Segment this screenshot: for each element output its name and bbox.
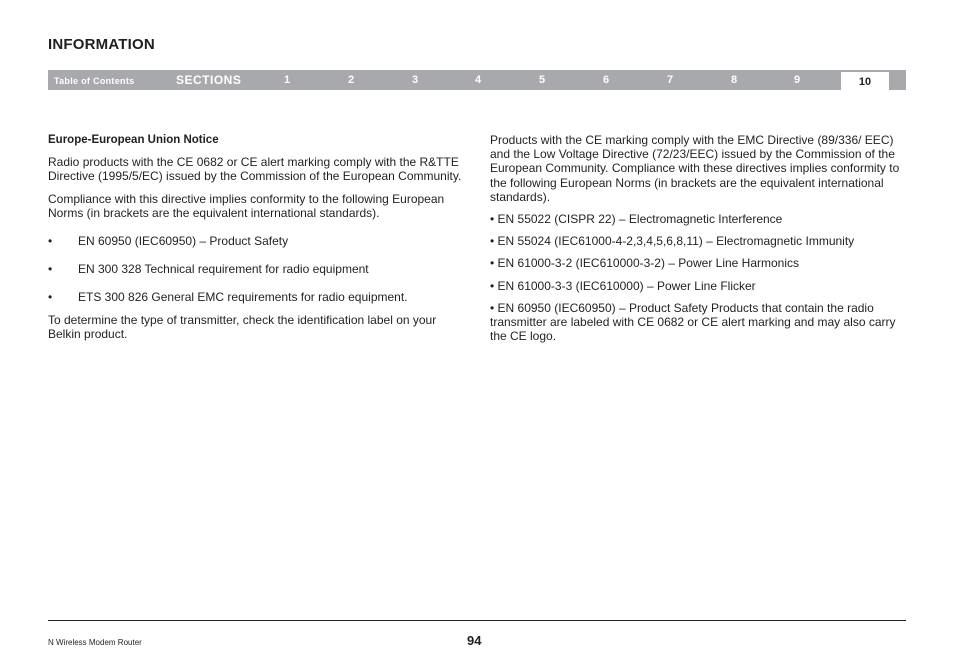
footer-divider	[48, 620, 906, 621]
bullet-icon: •	[48, 290, 53, 305]
section-link-5[interactable]: 5	[538, 74, 546, 86]
left-column	[48, 133, 466, 349]
list-item-text: EN 300 328 Technical requirement for radio equipment	[78, 262, 369, 277]
right-column	[490, 133, 906, 351]
section-link-7[interactable]: 7	[666, 74, 674, 86]
page-title: INFORMATION	[48, 36, 155, 53]
list-item: • EN 61000-3-2 (IEC610000-3-2) – Power Line Harmonics	[490, 256, 800, 271]
paragraph: Radio products with the CE 0682 or CE alert marking comply with the R&TTE Directive (1995/5/EC) issued by the Commission of the European Community.	[48, 155, 462, 184]
section-link-10-current[interactable]: 10	[841, 72, 889, 90]
paragraph: Compliance with this directive implies conformity to the following European Norms (in brackets are the equivalent international standards).	[48, 191, 445, 220]
sections-label: SECTIONS	[176, 73, 242, 87]
paragraph: Products with the CE marking comply with the EMC Directive (89/336/ EEC) and the Low Voltage Directive (72/23/EEC) issued by the Commission of the European Community. Compliance with these directives implies conformity to the following European Norms (in brackets are the equivalent international standards).	[490, 133, 900, 204]
list-item: • EN 61000-3-3 (IEC610000) – Power Line Flicker	[490, 278, 756, 293]
section-link-6[interactable]: 6	[602, 74, 610, 86]
list-item: • EN 60950 (IEC60950) – Product Safety Products that contain the radio transmitter are labeled with CE 0682 or CE alert marking and may also carry the CE logo.	[490, 300, 896, 344]
section-link-3[interactable]: 3	[411, 74, 419, 86]
section-link-1[interactable]: 1	[283, 74, 291, 86]
section-link-8[interactable]: 8	[730, 74, 738, 86]
section-link-9[interactable]: 9	[793, 74, 801, 86]
section-heading: Europe-European Union Notice	[48, 134, 219, 146]
list-item	[48, 262, 466, 276]
page-number: 94	[467, 633, 482, 648]
section-link-4[interactable]: 4	[474, 74, 482, 86]
bullet-icon: •	[48, 262, 53, 277]
list-item-text: EN 60950 (IEC60950) – Product Safety	[78, 234, 289, 249]
footer-product-name: N Wireless Modem Router	[48, 638, 142, 647]
list-item: • EN 55022 (CISPR 22) – Electromagnetic Interference	[490, 212, 783, 227]
list-item-text: ETS 300 826 General EMC requirements for radio equipment.	[78, 290, 408, 305]
list-item	[48, 290, 466, 304]
list-item	[48, 234, 466, 248]
section-navigation-bar	[48, 70, 906, 90]
section-link-2[interactable]: 2	[347, 74, 355, 86]
bullet-icon: •	[48, 234, 53, 249]
list-item: • EN 55024 (IEC61000-4-2,3,4,5,6,8,11) – Electromagnetic Immunity	[490, 234, 855, 249]
table-of-contents-link[interactable]: Table of Contents	[54, 76, 135, 86]
paragraph: To determine the type of transmitter, check the identification label on your Belkin product.	[48, 312, 437, 341]
